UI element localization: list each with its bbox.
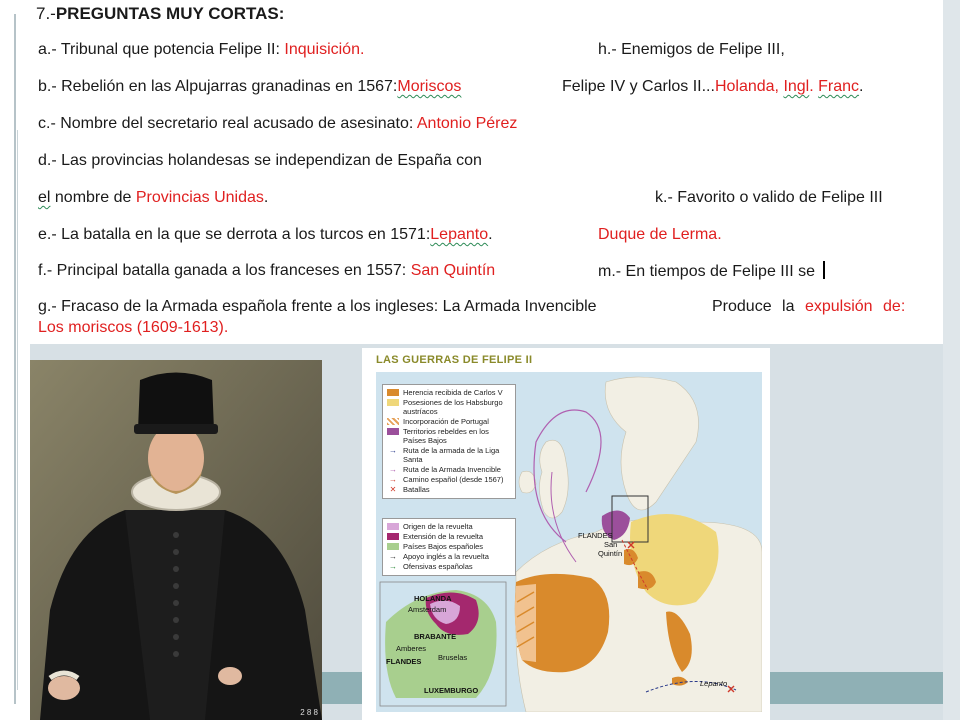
question-e <box>38 225 493 245</box>
legend-swatch <box>387 399 399 406</box>
map-label-san: San <box>604 540 618 549</box>
map-label-bruselas: Bruselas <box>438 653 468 662</box>
question-text: c.- Nombre del secretario real acusado de asesinato: <box>38 115 417 132</box>
map-label-quintin: Quintín <box>598 549 623 558</box>
question-text: k.- Favorito o valido de Felipe III <box>655 189 883 206</box>
legend-item-portugal <box>387 417 511 426</box>
heading-title: PREGUNTAS MUY CORTAS: <box>55 4 285 23</box>
map-legend-wars <box>382 384 516 499</box>
punctuation: . <box>859 78 864 95</box>
question-text: Produce <box>712 298 772 315</box>
question-f <box>38 261 495 281</box>
portrait-corner-number: 2 8 8 <box>300 708 318 717</box>
legend-item-habsburgo <box>387 398 511 416</box>
question-text: b.- Rebelión en las Alpujarras granadinas en 1567: <box>38 78 398 95</box>
legend-swatch <box>387 543 399 550</box>
legend-label: Ruta de la Armada Invencible <box>403 465 501 474</box>
question-c <box>38 114 517 134</box>
legend-swatch <box>387 428 399 435</box>
arrow-icon: → <box>389 562 397 571</box>
question-a <box>38 40 364 60</box>
question-text: d.- Las provincias holandesas se independizan de España con <box>38 152 482 169</box>
punctuation: . <box>263 189 269 206</box>
question-g <box>38 297 597 317</box>
answer-text: Holanda, <box>714 78 784 95</box>
legend-swatch <box>387 523 399 530</box>
legend-item-batallas <box>387 485 511 494</box>
legend-item-rebeldes <box>387 427 511 445</box>
question-h-line2 <box>562 77 863 97</box>
legend-item-camino <box>387 475 511 484</box>
map-label-brabante: BRABANTE <box>414 632 457 641</box>
slide-right-panel <box>943 0 960 720</box>
legend-item-origen <box>387 522 511 531</box>
answer-text: Duque de Lerma. <box>598 226 722 243</box>
answer-text: Inquisición. <box>284 41 365 58</box>
legend-item-paises-bajos <box>387 542 511 551</box>
question-d-line2 <box>38 188 268 208</box>
question-m-line2 <box>712 297 905 317</box>
punctuation: . <box>488 226 493 243</box>
legend-item-extension <box>387 532 511 541</box>
map-title: LAS GUERRAS DE FELIPE II <box>376 354 533 366</box>
question-text: Felipe IV y Carlos II... <box>562 78 715 95</box>
portrait-illustration <box>30 360 322 720</box>
map-label-amberes: Amberes <box>396 644 427 653</box>
legend-swatch <box>387 389 399 396</box>
portrait-felipe-ii[interactable] <box>30 360 322 720</box>
map-label-luxemburgo: LUXEMBURGO <box>424 686 479 695</box>
legend-swatch <box>387 533 399 540</box>
legend-label: Incorporación de Portugal <box>403 417 489 426</box>
question-text: a.- Tribunal que potencia Felipe II: <box>38 41 285 58</box>
question-text: g.- Fracaso de la Armada española frente a los ingleses: La Armada Invencible <box>38 298 597 315</box>
arrow-icon: → <box>389 552 397 561</box>
answer-text: Provincias Unidas <box>135 189 264 206</box>
answer-text: Lepanto <box>430 226 489 243</box>
question-text: el <box>38 189 51 206</box>
answer-text: Los moriscos (1609-1613). <box>38 319 229 336</box>
map-label-flandes: FLANDES <box>578 531 613 540</box>
answer-k <box>598 225 722 245</box>
legend-item-apoyo-ingles <box>387 552 511 561</box>
legend-item-liga-santa <box>387 446 511 464</box>
question-text: h.- Enemigos de Felipe III, <box>598 41 785 58</box>
question-text: m.- En tiempos de Felipe III se <box>598 263 820 280</box>
question-b <box>38 77 461 97</box>
answer-text: Ingl <box>783 78 810 95</box>
question-text: la <box>782 298 795 315</box>
heading-number: 7.- <box>36 4 56 23</box>
map-label-holanda: HOLANDA <box>414 594 452 603</box>
question-k <box>655 188 883 208</box>
answer-text: San Quintín <box>410 262 496 279</box>
map-legend-revuelta <box>382 518 516 576</box>
question-text: f.- Principal batalla ganada a los franceses en 1557: <box>38 262 411 279</box>
questions-textbox[interactable] <box>18 0 943 344</box>
map-label-amsterdam: Amsterdam <box>408 605 447 614</box>
legend-label: Ruta de la armada de la Liga Santa <box>403 446 500 464</box>
question-text: e.- La batalla en la que se derrota a los turcos en 1571: <box>38 226 431 243</box>
cross-icon: ✕ <box>389 485 397 494</box>
legend-item-herencia <box>387 388 511 397</box>
text-cursor <box>823 261 825 279</box>
map-label-lepanto: Lepanto <box>700 679 728 688</box>
arrow-icon: → <box>389 465 397 474</box>
question-m-line1 <box>598 261 825 282</box>
legend-swatch <box>387 418 399 425</box>
slide-left-rule <box>14 14 16 704</box>
question-d-line1 <box>38 151 482 171</box>
answer-text: Franc <box>818 78 860 95</box>
answer-text: . <box>809 78 819 95</box>
legend-label: Origen de la revuelta <box>403 522 473 531</box>
question-text: nombre de <box>50 189 136 206</box>
legend-label: Batallas <box>403 485 430 494</box>
map-label-flandes-inset: FLANDES <box>386 657 422 666</box>
legend-label: Ofensivas españolas <box>403 562 473 571</box>
arrow-icon: → <box>389 446 397 455</box>
legend-item-ofensivas <box>387 562 511 571</box>
answer-text: expulsión <box>804 298 873 315</box>
answer-text: Antonio Pérez <box>416 115 518 132</box>
legend-label: Apoyo inglés a la revuelta <box>403 552 489 561</box>
legend-label: Países Bajos españoles <box>403 542 484 551</box>
legend-label: Camino español (desde 1567) <box>403 475 504 484</box>
question-h-line1 <box>598 40 785 60</box>
legend-label: Herencia recibida de Carlos V <box>403 388 503 397</box>
arrow-icon: → <box>389 475 397 484</box>
legend-label: Territorios rebeldes en los Países Bajos <box>403 427 489 445</box>
section-heading <box>36 4 284 24</box>
answer-m-line3 <box>38 318 228 338</box>
legend-item-invencible <box>387 465 511 474</box>
legend-label: Posesiones de los Habsburgo austríacos <box>403 398 503 416</box>
answer-text: Moriscos <box>397 78 462 95</box>
answer-text: de: <box>883 298 906 315</box>
legend-label: Extensión de la revuelta <box>403 532 484 541</box>
